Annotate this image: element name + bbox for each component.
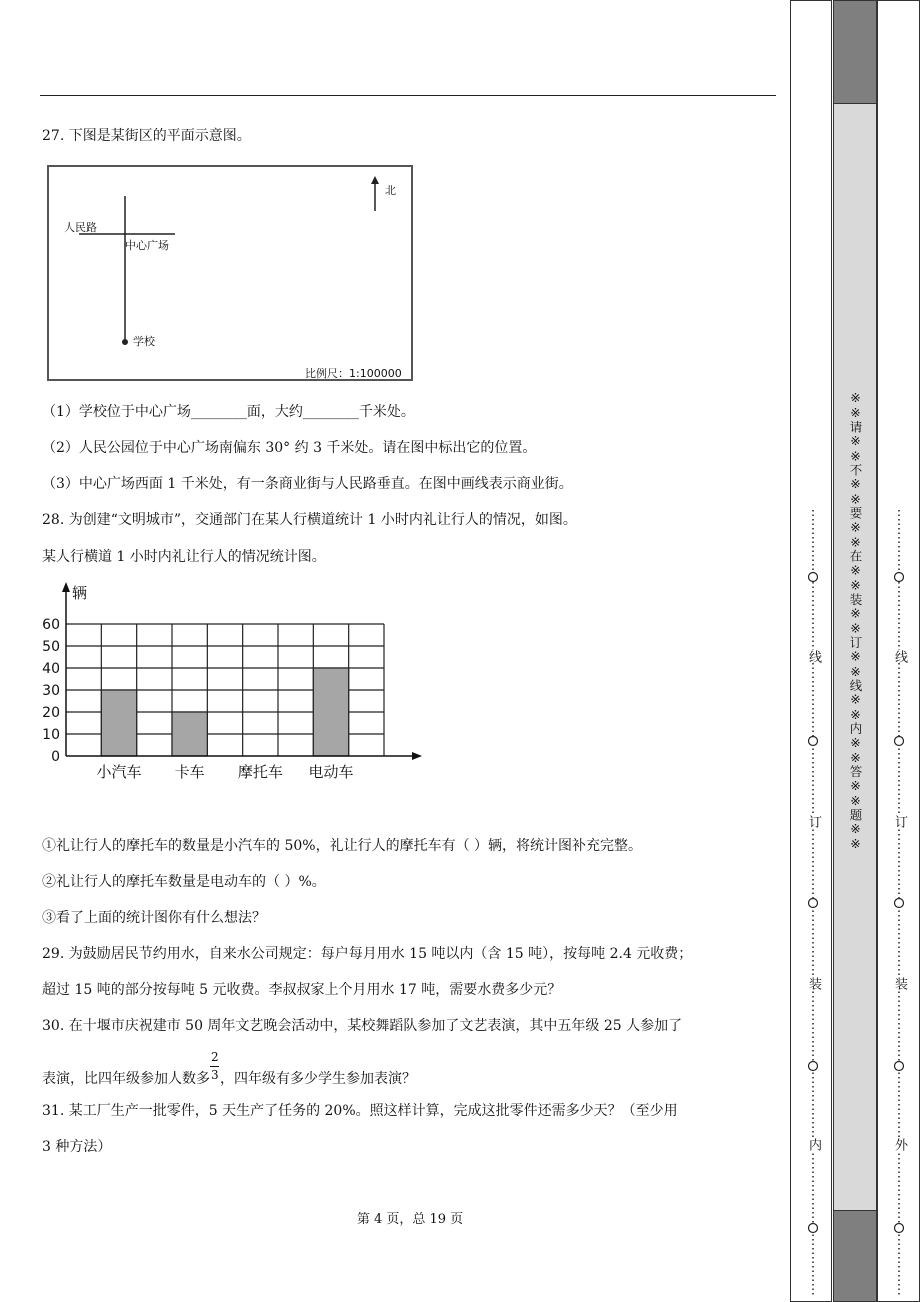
q27-sub3: （3）中心广场西面 1 千米处，有一条商业街与人民路垂直。在图中画线表示商业街。 [42,476,573,492]
q28-sub2: ②礼让行人的摩托车数量是电动车的（ ）%。 [42,874,326,890]
binding-warning-text: ※※请※※不※※要※※在※※装※※订※※线※※内※※答※※题※※ [848,390,863,852]
street-map [47,165,413,381]
y-axis-label: 辆 [72,584,88,602]
fraction-denominator: 3 [211,1068,219,1082]
q29-line1: 29. 为鼓励居民节约用水，自来水公司规定：每户每月用水 15 吨以内（含 15 吨），按每吨 2.4 元收费； [42,946,693,962]
y-tick-label: 0 [51,749,60,765]
outer-label-zhuang: 装 [892,977,907,990]
map-school-label: 学校 [133,335,155,348]
outer-dotted-line [886,500,912,1302]
q27-title: 27. 下图是某街区的平面示意图。 [42,128,251,144]
header-rule [40,95,776,96]
warning-strip-bottom-block [833,1210,877,1302]
map-north-label: 北 [385,184,396,197]
x-category-label: 小汽车 [96,763,142,781]
inner-label-line: 线 [806,650,821,663]
fraction-numerator: 2 [211,1050,219,1064]
inner-dotted-line [800,500,826,1302]
outer-label-ding: 订 [892,815,907,828]
q30-line1: 30. 在十堰市庆祝建市 50 周年文艺晚会活动中，某校舞蹈队参加了文艺表演，其中五年级 25 人参加了 [42,1018,683,1034]
inner-label-ding: 订 [806,815,821,828]
page-footer: 第 4 页，总 19 页 [356,1212,464,1227]
warning-strip-top-block [833,0,877,104]
bar-chart [30,578,430,793]
outer-label-line: 线 [892,650,907,663]
x-category-label: 摩托车 [237,763,283,781]
q27-sub1: （1）学校位于中心广场________面，大约________千米处。 [42,404,415,420]
q29-line2: 超过 15 吨的部分按每吨 5 元收费。李叔叔家上个月用水 17 吨，需要水费多少元？ [42,982,562,998]
q27-sub2: （2）人民公园位于中心广场南偏东 30° 约 3 千米处。请在图中标出它的位置。 [42,440,537,456]
y-tick-label: 20 [42,705,60,721]
q28-chart-title: 某人行横道 1 小时内礼让行人的情况统计图。 [42,549,326,565]
y-tick-label: 10 [42,727,60,743]
bar [101,690,136,756]
q28-title: 28. 为创建“文明城市”，交通部门在某人行横道统计 1 小时内礼让行人的情况，如图。 [42,512,577,528]
bar [313,668,348,756]
q30-line2-b: ，四年级有多少学生参加表演？ [220,1071,416,1087]
inner-label-zhuang: 装 [806,977,821,990]
fraction [210,1050,220,1088]
q30-line2-a: 表演，比四年级参加人数多 [42,1071,210,1087]
map-scale-label: 比例尺：1:100000 [305,367,402,380]
y-tick-label: 60 [42,617,60,633]
outer-label-wai: 外 [892,1138,907,1151]
q31-line1: 31. 某工厂生产一批零件，5 天生产了任务的 20%。照这样计算，完成这批零件还需多少天？（至少用 [42,1103,678,1119]
map-center-label: 中心广场 [125,239,169,252]
inner-label-nei: 内 [806,1138,821,1151]
y-axis-arrow [62,582,70,592]
bar [172,712,207,756]
y-tick-label: 40 [42,661,60,677]
map-road-label: 人民路 [64,221,97,234]
q30-line2 [42,1050,416,1088]
y-tick-label: 50 [42,639,60,655]
q31-line2: 3 种方法） [42,1139,112,1155]
x-category-label: 卡车 [174,763,205,781]
y-tick-label: 30 [42,683,60,699]
q28-sub1: ①礼让行人的摩托车的数量是小汽车的 50%，礼让行人的摩托车有（ ）辆，将统计图补充完整。 [42,838,643,854]
x-category-label: 电动车 [308,763,354,781]
q28-sub3: ③看了上面的统计图你有什么想法？ [42,910,266,926]
x-axis-arrow [412,752,422,760]
